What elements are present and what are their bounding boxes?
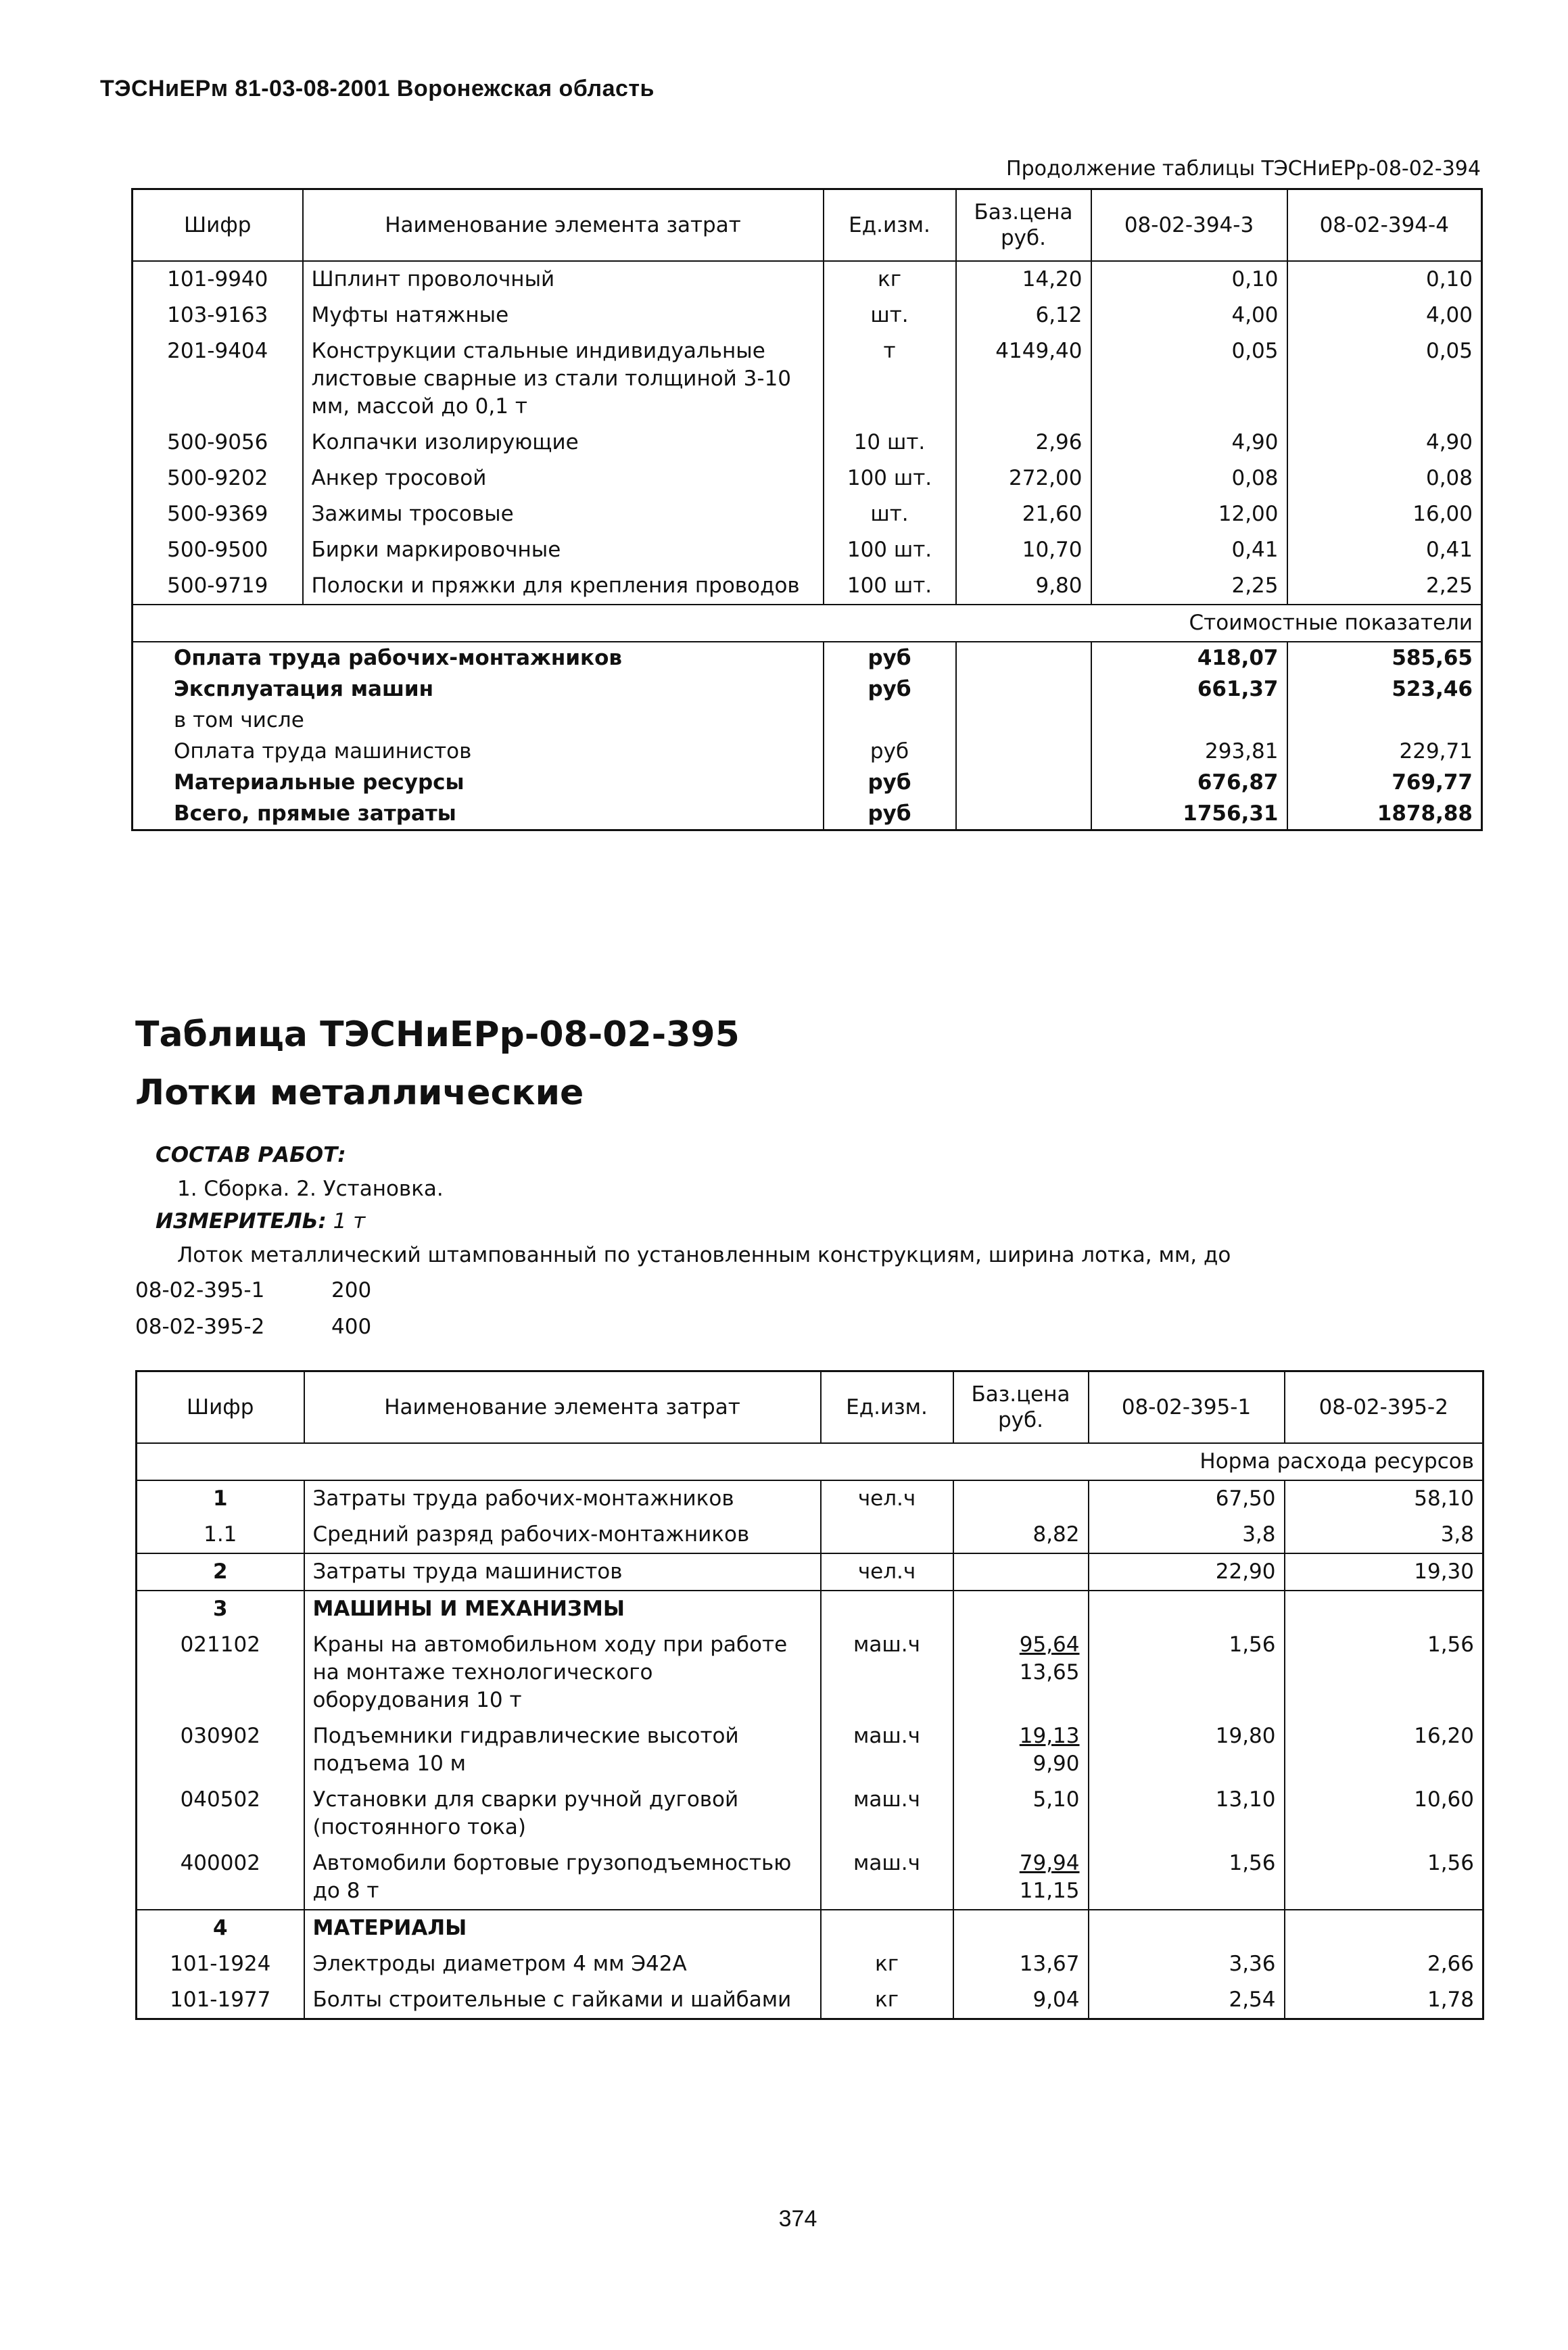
cell-name: Автомобили бортовые грузоподъемностью до 8 т (304, 1846, 821, 1910)
cell-price (953, 1946, 1089, 1982)
cell-code: 101-1977 (170, 1988, 271, 2012)
table-row (137, 1946, 1483, 1982)
cell-variant-1: 2,54 (1089, 1982, 1285, 2019)
price-value: 9,04 (1032, 1988, 1080, 2012)
total-label: Оплата труда рабочих-монтажников (174, 646, 622, 670)
total-price-empty (956, 736, 1091, 767)
total-unit: руб (824, 674, 956, 705)
cell-code: 3 (137, 1591, 304, 1627)
cell-name: Краны на автомобильном ходу при работе на монтаже технологического оборудования 10 т (304, 1627, 821, 1718)
col-header-variant-1: 08-02-395-1 (1089, 1371, 1285, 1444)
cell-unit: шт. (824, 298, 956, 333)
cell-name: Колпачки изолирующие (303, 425, 824, 461)
col-header-variant-2: 08-02-394-4 (1287, 189, 1482, 262)
cell-variant-2: 19,30 (1285, 1553, 1483, 1591)
total-unit: руб (824, 798, 956, 830)
table-row (137, 1910, 1483, 1946)
cell-code: 500-9202 (167, 466, 268, 490)
table-row (137, 1782, 1483, 1846)
cell-name: Затраты труда машинистов (304, 1553, 821, 1591)
cell-variant-2: 0,10 (1287, 261, 1482, 298)
table-title: Таблица ТЭСНиЕРр-08-02-395 (135, 1014, 740, 1055)
cell-unit: чел.ч (821, 1553, 953, 1591)
col-header-code: Шифр (137, 1371, 304, 1444)
price-value: 5,10 (1032, 1787, 1080, 1812)
price-operator-wage: 11,15 (1019, 1879, 1080, 1903)
table-header-row (137, 1371, 1483, 1444)
col-header-variant-2: 08-02-395-2 (1285, 1371, 1483, 1444)
cell-variant-1: 12,00 (1091, 496, 1287, 532)
cell-code: 400002 (180, 1851, 260, 1875)
total-row (133, 705, 1482, 736)
table-row (137, 1982, 1483, 2019)
col-header-name: Наименование элемента затрат (304, 1371, 821, 1444)
table-row (133, 461, 1482, 496)
cell-unit: маш.ч (821, 1782, 953, 1846)
total-unit: руб (824, 767, 956, 798)
table-row (133, 532, 1482, 568)
cell-code: 500-9369 (167, 502, 268, 526)
cell-variant-2: 0,08 (1287, 461, 1482, 496)
table-row (133, 333, 1482, 425)
cell-unit: шт. (824, 496, 956, 532)
cell-variant-1: 22,90 (1089, 1553, 1285, 1591)
resource-norms-table (135, 1370, 1484, 2020)
cell-unit: чел.ч (821, 1480, 953, 1517)
total-variant-2: 585,65 (1287, 642, 1482, 674)
total-row (133, 736, 1482, 767)
table-continuation-caption: Продолжение таблицы ТЭСНиЕРр-08-02-394 (1006, 157, 1481, 181)
cell-variant-2: 4,90 (1287, 425, 1482, 461)
cell-variant-1: 1,56 (1089, 1846, 1285, 1910)
cell-variant-2: 16,20 (1285, 1718, 1483, 1782)
cell-unit: маш.ч (821, 1627, 953, 1718)
cell-variant-1: 3,8 (1089, 1517, 1285, 1553)
cell-unit: кг (824, 261, 956, 298)
table-row (133, 496, 1482, 532)
cell-price: 10,70 (956, 532, 1091, 568)
document-header: ТЭСНиЕРм 81-03-08-2001 Воронежская область (100, 76, 655, 101)
variant-1-code: 08-02-395-1 (135, 1278, 265, 1302)
cell-name: Подъемники гидравлические высотой подъема 10 м (304, 1718, 821, 1782)
cell-variant-2: 1,56 (1285, 1627, 1483, 1718)
cell-variant-2: 1,78 (1285, 1982, 1483, 2019)
col-header-price: Баз.цена руб. (953, 1371, 1089, 1444)
price-operator-wage: 13,65 (1019, 1660, 1080, 1685)
meter-line (156, 1209, 365, 1233)
cell-code: 1 (212, 1486, 228, 1511)
cell-variant-2: 4,00 (1287, 298, 1482, 333)
cell-variant-1: 1,56 (1089, 1627, 1285, 1718)
table-row (137, 1553, 1483, 1591)
cell-code: 201-9404 (167, 339, 268, 363)
variant-1-value: 200 (331, 1278, 372, 1302)
cell-price (953, 1846, 1089, 1910)
price-value: 19,13 (1019, 1724, 1080, 1748)
norm-section-label: Норма расхода ресурсов (137, 1443, 1483, 1480)
cell-unit: 10 шт. (824, 425, 956, 461)
cell-variant-2: 1,56 (1285, 1846, 1483, 1910)
work-composition-text: 1. Сборка. 2. Установка. (177, 1177, 444, 1201)
col-header-name: Наименование элемента затрат (303, 189, 824, 262)
cell-variant-1: 0,05 (1091, 333, 1287, 425)
cell-name: Конструкции стальные индивидуальные листовые сварные из стали толщиной 3-10 мм, массой до 0,1 т (303, 333, 824, 425)
cell-name: Электроды диаметром 4 мм Э42А (304, 1946, 821, 1982)
total-label: Всего, прямые затраты (174, 801, 456, 826)
cell-price: 4149,40 (956, 333, 1091, 425)
table-subtitle: Лотки металлические (135, 1073, 584, 1113)
cell-variant-2: 10,60 (1285, 1782, 1483, 1846)
variant-2-code: 08-02-395-2 (135, 1315, 265, 1339)
total-variant-1: 293,81 (1091, 736, 1287, 767)
table-row (133, 425, 1482, 461)
cell-price (953, 1553, 1089, 1591)
total-variant-2: 769,77 (1287, 767, 1482, 798)
meter-label: ИЗМЕРИТЕЛЬ: (156, 1209, 327, 1233)
price-value: 79,94 (1019, 1851, 1080, 1875)
total-row (133, 798, 1482, 830)
price-operator-wage: 9,90 (1032, 1752, 1080, 1776)
norm-section-row (137, 1443, 1483, 1480)
cell-name: Затраты труда рабочих-монтажников (304, 1480, 821, 1517)
cell-price (953, 1982, 1089, 2019)
cell-code: 103-9163 (167, 303, 268, 327)
col-header-variant-1: 08-02-394-3 (1091, 189, 1287, 262)
cell-variant-1: 0,10 (1091, 261, 1287, 298)
cell-variant-2 (1285, 1591, 1483, 1627)
cell-unit (821, 1910, 953, 1946)
col-header-unit: Ед.изм. (821, 1371, 953, 1444)
total-label: Оплата труда машинистов (174, 739, 472, 763)
cell-code: 500-9056 (167, 430, 268, 454)
table-row (137, 1591, 1483, 1627)
cell-variant-1: 13,10 (1089, 1782, 1285, 1846)
total-variant-2: 1878,88 (1287, 798, 1482, 830)
total-unit: руб (824, 736, 956, 767)
meter-value: 1 т (333, 1209, 366, 1233)
cell-price: 272,00 (956, 461, 1091, 496)
total-price-empty (956, 705, 1091, 736)
col-header-code: Шифр (133, 189, 303, 262)
table-header-row (133, 189, 1482, 262)
cell-price: 2,96 (956, 425, 1091, 461)
cell-variant-2: 0,05 (1287, 333, 1482, 425)
total-price-empty (956, 798, 1091, 830)
cell-price (953, 1782, 1089, 1846)
cell-code: 500-9719 (167, 573, 268, 598)
total-variant-1: 1756,31 (1091, 798, 1287, 830)
total-row (133, 767, 1482, 798)
continued-resource-table (131, 188, 1483, 831)
variant-2-value: 400 (331, 1315, 372, 1339)
total-price-empty (956, 674, 1091, 705)
col-header-price: Баз.цена руб. (956, 189, 1091, 262)
table-row (137, 1627, 1483, 1718)
total-variant-1: 418,07 (1091, 642, 1287, 674)
table-row (137, 1517, 1483, 1553)
cell-name: Анкер тросовой (303, 461, 824, 496)
cell-code: 040502 (180, 1787, 260, 1812)
cell-price: 14,20 (956, 261, 1091, 298)
cell-variant-2: 0,41 (1287, 532, 1482, 568)
total-row (133, 674, 1482, 705)
cell-variant-2: 2,25 (1287, 568, 1482, 605)
cell-variant-1 (1089, 1591, 1285, 1627)
cell-variant-2 (1285, 1910, 1483, 1946)
cell-unit: 100 шт. (824, 568, 956, 605)
cell-price (953, 1480, 1089, 1517)
table-row (133, 298, 1482, 333)
cell-name: Средний разряд рабочих-монтажников (304, 1517, 821, 1553)
total-price-empty (956, 642, 1091, 674)
cell-code: 500-9500 (167, 538, 268, 562)
total-unit: руб (824, 642, 956, 674)
total-variant-2: 523,46 (1287, 674, 1482, 705)
cell-price (953, 1627, 1089, 1718)
cell-variant-1: 19,80 (1089, 1718, 1285, 1782)
cell-price (953, 1591, 1089, 1627)
cell-code: 101-1924 (170, 1952, 271, 1976)
cell-unit (821, 1517, 953, 1553)
price-value: 95,64 (1019, 1632, 1080, 1657)
price-value: 13,67 (1019, 1952, 1080, 1976)
table-row (137, 1718, 1483, 1782)
cell-code: 030902 (180, 1724, 260, 1748)
cell-variant-1: 67,50 (1089, 1480, 1285, 1517)
cell-variant-1: 3,36 (1089, 1946, 1285, 1982)
total-variant-2: 229,71 (1287, 736, 1482, 767)
table-row (137, 1846, 1483, 1910)
table-row (137, 1480, 1483, 1517)
cell-variant-2: 58,10 (1285, 1480, 1483, 1517)
page-number: 374 (778, 2206, 817, 2232)
cell-unit: т (824, 333, 956, 425)
total-label: Эксплуатация машин (174, 677, 434, 701)
total-unit (824, 705, 956, 736)
total-variant-1: 676,87 (1091, 767, 1287, 798)
cell-unit: маш.ч (821, 1718, 953, 1782)
cell-variant-2: 16,00 (1287, 496, 1482, 532)
total-variant-2 (1287, 705, 1482, 736)
cell-name: Зажимы тросовые (303, 496, 824, 532)
cell-variant-2: 3,8 (1285, 1517, 1483, 1553)
cell-code: 101-9940 (167, 267, 268, 291)
cost-section-label: Стоимостные показатели (133, 605, 1482, 642)
cell-unit (821, 1591, 953, 1627)
cell-variant-2: 2,66 (1285, 1946, 1483, 1982)
cell-name: Шплинт проволочный (303, 261, 824, 298)
cell-price: 9,80 (956, 568, 1091, 605)
total-label: Материальные ресурсы (174, 770, 465, 795)
cell-code: 1.1 (204, 1522, 237, 1547)
cell-name: Полоски и пряжки для крепления проводов (303, 568, 824, 605)
table-row (133, 261, 1482, 298)
cell-name: Бирки маркировочные (303, 532, 824, 568)
work-description: Лоток металлический штампованный по установленным конструкциям, ширина лотка, мм, до (177, 1243, 1231, 1267)
work-composition-label: СОСТАВ РАБОТ: (156, 1143, 346, 1167)
cell-unit: кг (821, 1982, 953, 2019)
cell-unit: 100 шт. (824, 461, 956, 496)
cell-variant-1: 0,41 (1091, 532, 1287, 568)
cell-name: МАШИНЫ И МЕХАНИЗМЫ (304, 1591, 821, 1627)
total-variant-1: 661,37 (1091, 674, 1287, 705)
cell-code: 021102 (180, 1632, 260, 1657)
cell-price (953, 1910, 1089, 1946)
cell-name: Установки для сварки ручной дуговой (постоянного тока) (304, 1782, 821, 1846)
price-value: 8,82 (1032, 1522, 1080, 1547)
cell-variant-1: 4,90 (1091, 425, 1287, 461)
cell-price (953, 1517, 1089, 1553)
cost-section-row (133, 605, 1482, 642)
cell-code: 2 (137, 1553, 304, 1591)
cell-variant-1: 0,08 (1091, 461, 1287, 496)
col-header-unit: Ед.изм. (824, 189, 956, 262)
cell-code: 4 (137, 1910, 304, 1946)
total-variant-1 (1091, 705, 1287, 736)
cell-name: Муфты натяжные (303, 298, 824, 333)
cell-price (953, 1718, 1089, 1782)
cell-name: МАТЕРИАЛЫ (304, 1910, 821, 1946)
cell-unit: 100 шт. (824, 532, 956, 568)
cell-unit: кг (821, 1946, 953, 1982)
table-row (133, 568, 1482, 605)
cell-price: 21,60 (956, 496, 1091, 532)
total-label: в том числе (174, 708, 304, 732)
total-price-empty (956, 767, 1091, 798)
cell-price: 6,12 (956, 298, 1091, 333)
cell-variant-1: 2,25 (1091, 568, 1287, 605)
cell-unit: маш.ч (821, 1846, 953, 1910)
cell-variant-1 (1089, 1910, 1285, 1946)
cell-name: Болты строительные с гайками и шайбами (304, 1982, 821, 2019)
total-row (133, 642, 1482, 674)
cell-variant-1: 4,00 (1091, 298, 1287, 333)
